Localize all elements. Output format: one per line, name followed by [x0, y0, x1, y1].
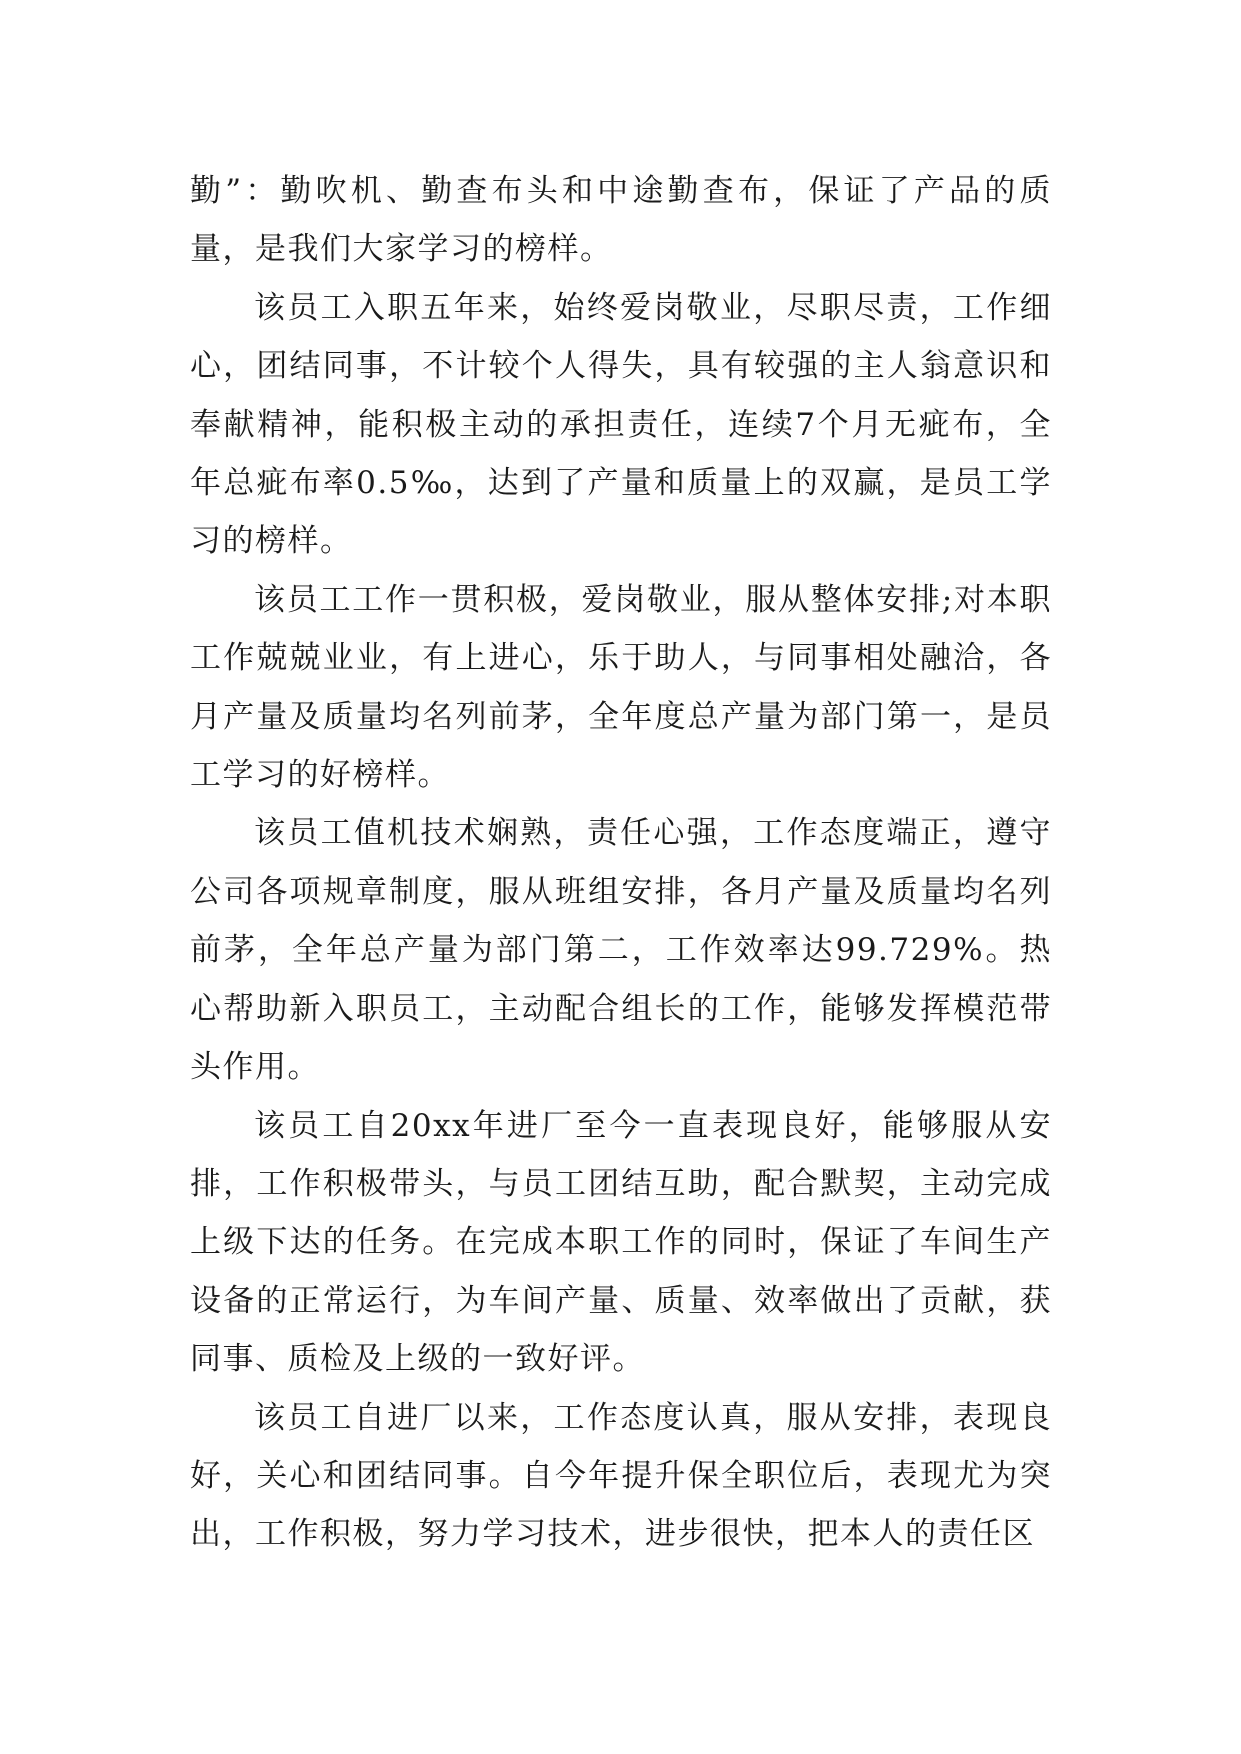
paragraph-employee-top-output: 该员工工作一贯积极，爱岗敬业，服从整体安排;对本职工作兢兢业业，有上进心，乐于助人，与同事相处融洽，各月产量及质量均名列前茅，全年度总产量为部门第一，是员工学习的好榜样。 [190, 581, 1052, 794]
paragraph-employee-since-20xx: 该员工自20xx年进厂至今一直表现良好，能够服从安排，工作积极带头，与员工团结互助，配合默契，主动完成上级下达的任务。在完成本职工作的同时，保证了车间生产设备的正常运行，为车间产量、质量、效率做出了贡献，获同事、质检及上级的一致好评。 [190, 1107, 1052, 1378]
document-body [190, 162, 1052, 1564]
paragraph-employee-skilled-operator: 该员工值机技术娴熟，责任心强，工作态度端正，遵守公司各项规章制度，服从班组安排，各月产量及质量均名列前茅，全年总产量为部门第二，工作效率达99.729%。热心帮助新入职员工，主动配合组长的工作，能够发挥模范带头作用。 [190, 815, 1052, 1086]
paragraph-employee-maintenance: 该员工自进厂以来，工作态度认真，服从安排，表现良好，关心和团结同事。自今年提升保全职位后，表现尤为突出，工作积极，努力学习技术，进步很快，把本人的责任区 [190, 1399, 1052, 1553]
paragraph-continuation: 勤”：勤吹机、勤查布头和中途勤查布，保证了产品的质量，是我们大家学习的榜样。 [190, 173, 1052, 268]
paragraph-employee-five-years: 该员工入职五年来，始终爱岗敬业，尽职尽责，工作细心，团结同事，不计较个人得失，具有较强的主人翁意识和奉献精神，能积极主动的承担责任，连续7个月无疵布，全年总疵布率0.5‰，达到了产量和质量上的双赢，是员工学习的榜样。 [190, 289, 1052, 560]
